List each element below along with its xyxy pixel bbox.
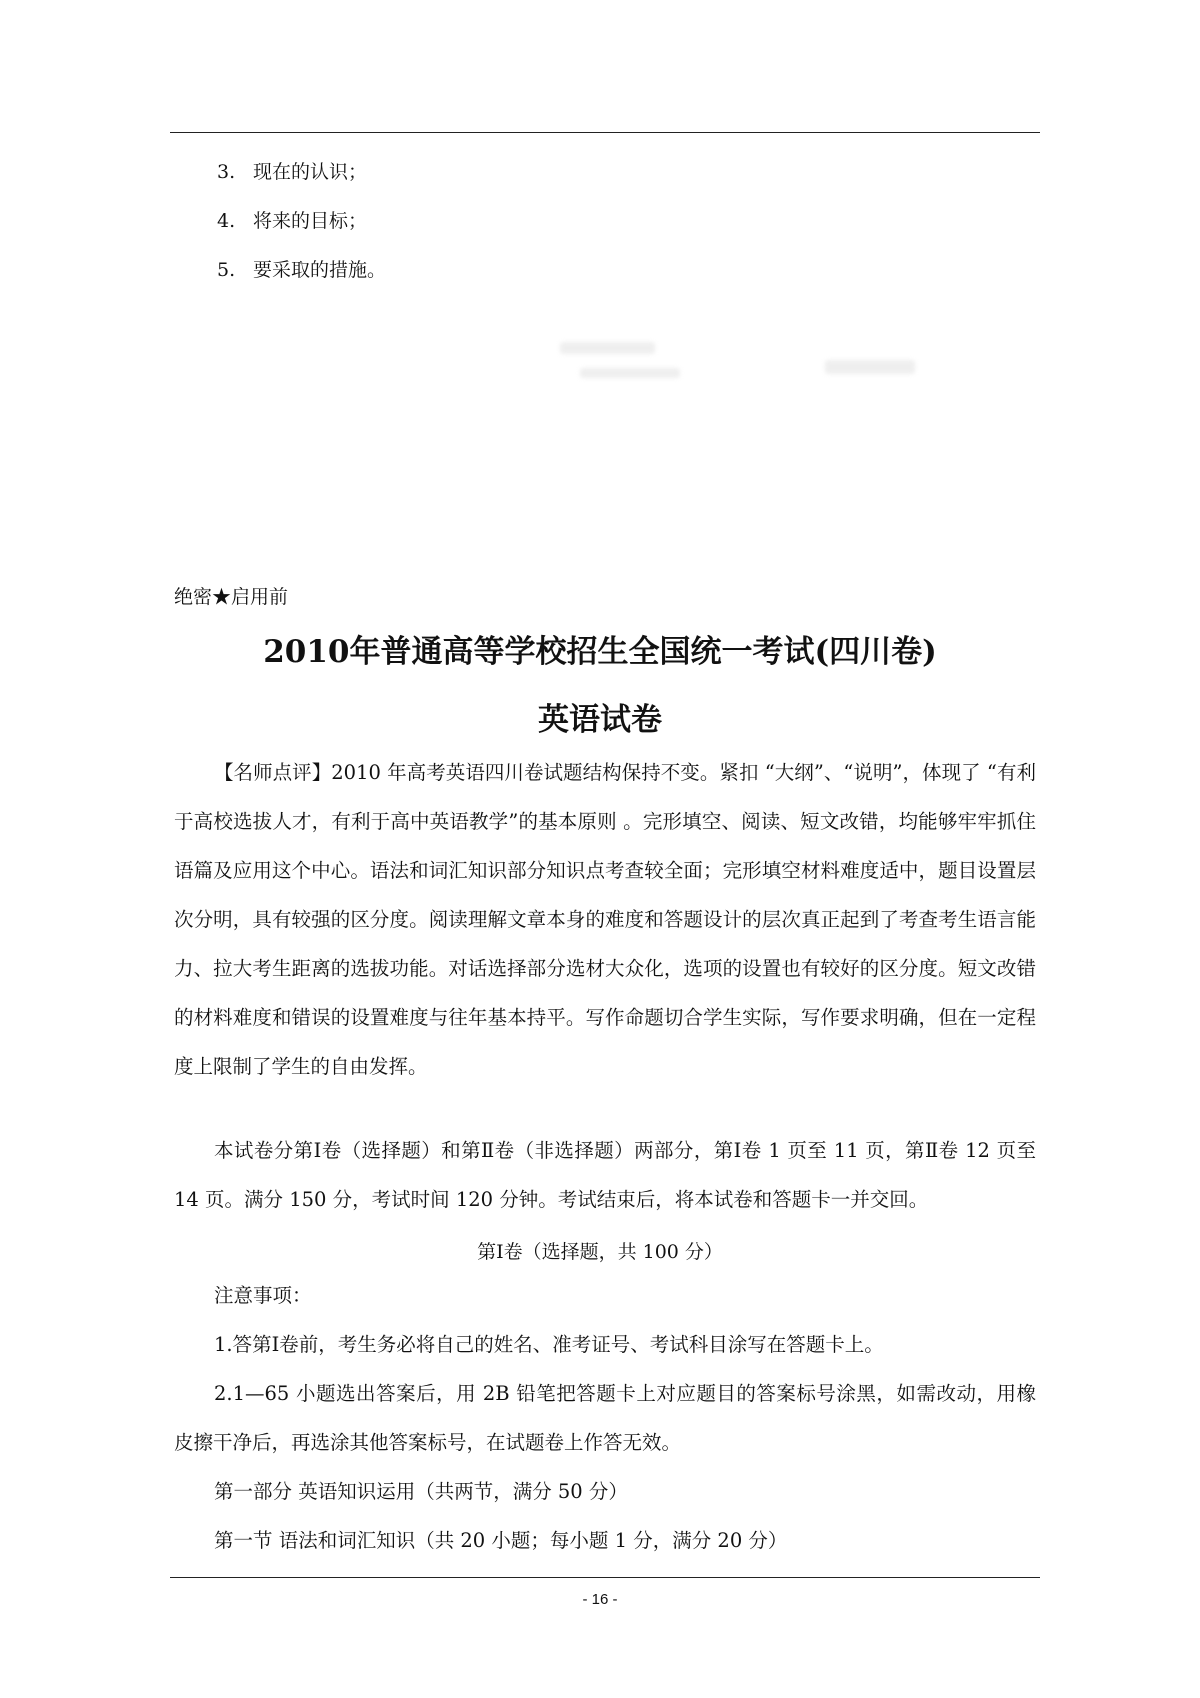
intro-paragraph: [174, 1126, 1036, 1224]
review-text: 【名师点评】2010 年高考英语四川卷试题结构保持不变。紧扣 “大纲”、“说明”，体现了 “有利于高校选拔人才，有利于高中英语教学”的基本原则 。完形填空、阅读、短文改错，均能够牢牢抓住语篇及应用这个中心。语法和词汇知识部分知识点考查较全面；完形填空材料难度适中，题目设置层次分明，具有较强的区分度。阅读理解文章本身的难度和答题设计的层次真正起到了考查考生语言能力、拉大考生距离的选拔功能。对话选择部分选材大众化，选项的设置也有较好的区分度。短文改错的材料难度和错误的设置难度与往年基本持平。写作命题切合学生实际，写作要求明确，但在一定程度上限制了学生的自由发挥。: [174, 761, 1036, 1078]
note-2: 2.1—65 小题选出答案后，用 2B 铅笔把答题卡上对应题目的答案标号涂黑，如需改动，用橡皮擦干净后，再选涂其他答案标号，在试题卷上作答无效。: [174, 1382, 1036, 1454]
confidential-label: 绝密★启用前: [174, 586, 289, 608]
faint-watermark: [580, 368, 680, 378]
list-text: 将来的目标；: [253, 210, 368, 232]
page-subtitle: 英语试卷: [538, 702, 662, 738]
intro-text: 本试卷分第Ⅰ卷（选择题）和第Ⅱ卷（非选择题）两部分，第Ⅰ卷 1 页至 11 页，第Ⅱ卷 12 页至 14 页。满分 150 分，考试时间 120 分钟。考试结束后，将本试卷和答题卡一并交回。: [174, 1139, 1036, 1211]
footer-rule: [170, 1577, 1040, 1578]
list-number: 3.: [217, 161, 236, 183]
section-1-heading: 第一节 语法和词汇知识（共 20 小题；每小题 1 分，满分 20 分）: [214, 1529, 788, 1552]
list-text: 现在的认识；: [253, 161, 368, 183]
faint-watermark: [560, 342, 655, 354]
notes-heading: 注意事项：: [214, 1284, 312, 1307]
review-paragraph: [174, 748, 1036, 1091]
list-item: [217, 261, 386, 280]
section-title: 第Ⅰ卷（选择题，共 100 分）: [477, 1241, 723, 1263]
list-item: [217, 163, 367, 182]
part-1-heading: 第一部分 英语知识运用（共两节，满分 50 分）: [214, 1480, 628, 1503]
page-number: - 16 -: [582, 1591, 618, 1608]
list-number: 5.: [217, 259, 236, 281]
notes-block: [174, 1271, 1036, 1565]
note-1: 1.答第Ⅰ卷前，考生务必将自己的姓名、准考证号、考试科目涂写在答题卡上。: [214, 1333, 884, 1356]
page-title: 2010年普通高等学校招生全国统一考试(四川卷): [263, 634, 937, 670]
list-number: 4.: [217, 210, 236, 232]
list-text: 要采取的措施。: [253, 259, 387, 281]
faint-watermark: [825, 360, 915, 374]
list-item: [217, 212, 367, 231]
header-rule: [170, 132, 1040, 133]
